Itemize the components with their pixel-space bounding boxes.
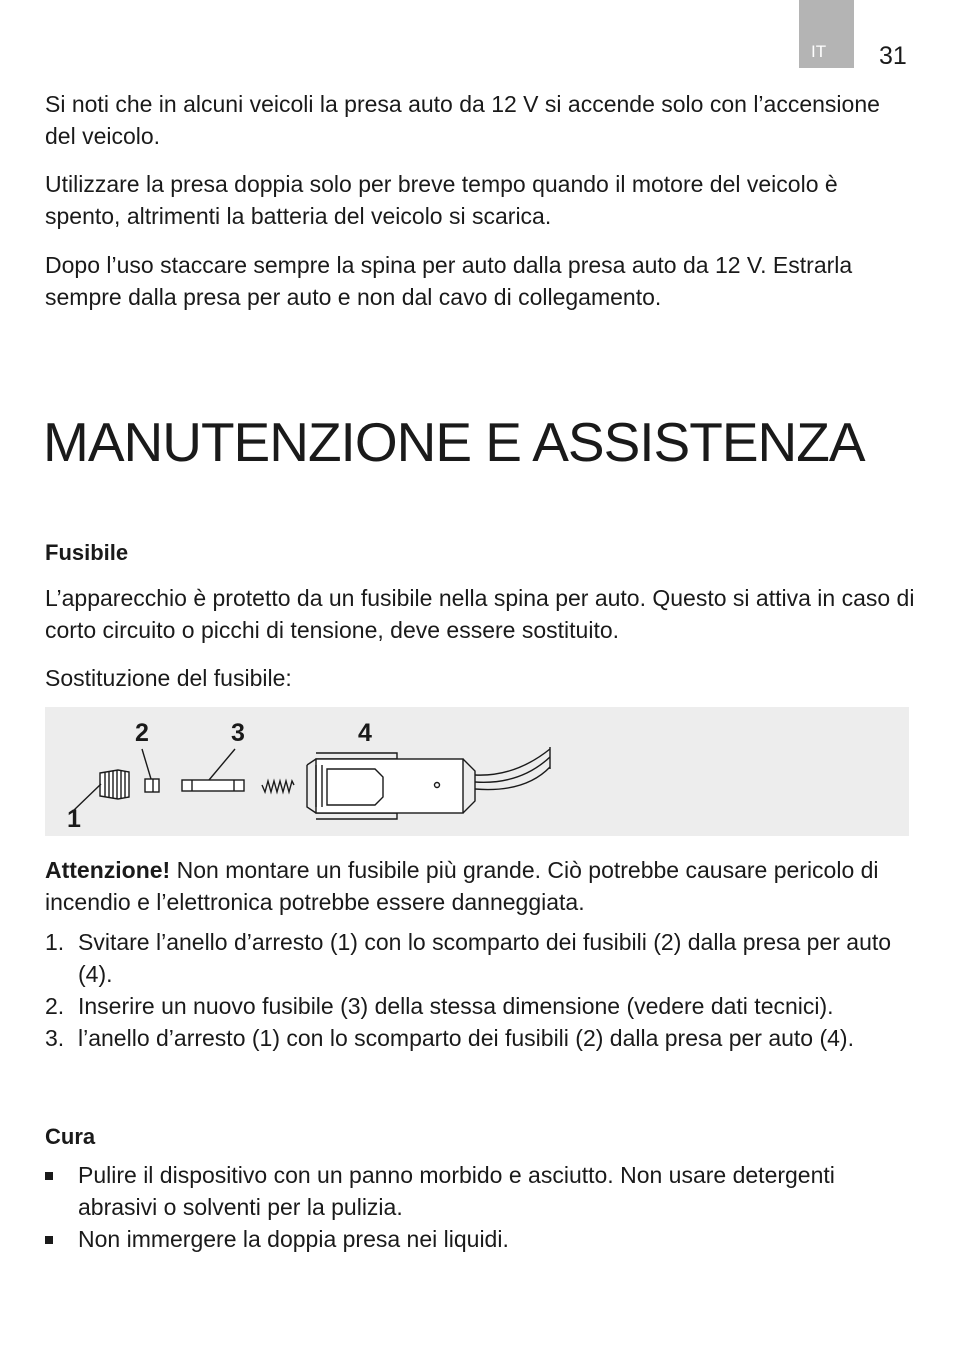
figure-label-1: 1: [67, 805, 81, 833]
fuse-replacement-figure: [45, 707, 909, 836]
spring-illustration: [262, 781, 294, 792]
step-item: [45, 926, 915, 990]
replacement-steps: [45, 926, 915, 1054]
fuse-compartment-illustration: [145, 779, 159, 792]
step-number: 2.: [45, 993, 65, 1019]
figure-label-3: 3: [231, 719, 245, 747]
step-item: [45, 1022, 915, 1054]
care-list: [45, 1159, 915, 1255]
warning-label: Attenzione!: [45, 857, 171, 883]
care-title: Cura: [45, 1124, 96, 1149]
fuse-diagram: [45, 707, 909, 836]
leader-line-3: [209, 749, 235, 780]
step-text: Inserire un nuovo fusibile (3) della stessa dimensione (vedere dati tecnici).: [78, 993, 834, 1019]
bullet-icon: [45, 1236, 53, 1244]
fuse-illustration: [182, 780, 244, 791]
fuse-description: L’apparecchio è protetto da un fusibile nella spina per auto. Questo si attiva in caso di corto circuito o picchi di tensione, deve essere sostituito.: [45, 585, 915, 643]
warning-paragraph: [45, 854, 915, 918]
figure-label-4: 4: [358, 719, 372, 747]
step-text: Svitare l’anello d’arresto (1) con lo scomparto dei fusibili (2) dalla presa per auto (4).: [78, 929, 892, 987]
intro-paragraph-2: Utilizzare la presa doppia solo per breve tempo quando il motore del veicolo è spento, altrimenti la batteria del veicolo si scarica.: [45, 171, 838, 229]
step-item: [45, 990, 915, 1022]
intro-paragraph-1: Si noti che in alcuni veicoli la presa auto da 12 V si accende solo con l’accensione del veicolo.: [45, 91, 880, 149]
language-tab: [799, 0, 854, 68]
step-number: 1.: [45, 929, 65, 955]
language-label: IT: [811, 42, 827, 61]
warning-text: Non montare un fusibile più grande. Ciò potrebbe causare pericolo di incendio e l’elettronica potrebbe essere danneggiata.: [45, 857, 879, 915]
care-item-text: Non immergere la doppia presa nei liquidi.: [78, 1226, 509, 1252]
section-title: MANUTENZIONE E ASSISTENZA: [43, 411, 865, 473]
care-item-text: Pulire il dispositivo con un panno morbido e asciutto. Non usare detergenti abrasivi o solventi per la pulizia.: [78, 1162, 835, 1220]
fuse-title: Fusibile: [45, 540, 129, 565]
step-number: 3.: [45, 1025, 65, 1051]
page-number: 31: [879, 42, 907, 70]
car-plug-illustration: [307, 747, 550, 819]
intro-paragraph-3: Dopo l’uso staccare sempre la spina per auto dalla presa auto da 12 V. Estrarla sempre dalla presa per auto e non dal cavo di collegamento.: [45, 252, 853, 310]
leader-line-2: [142, 749, 151, 779]
step-text: l’anello d’arresto (1) con lo scomparto dei fusibili (2) dalla presa per auto (4).: [78, 1025, 854, 1051]
bullet-icon: [45, 1172, 53, 1180]
fuse-replace-label: Sostituzione del fusibile:: [45, 665, 292, 691]
figure-label-2: 2: [135, 719, 149, 747]
care-item: [45, 1223, 915, 1255]
care-item: [45, 1159, 915, 1223]
locking-ring-illustration: [100, 770, 129, 799]
